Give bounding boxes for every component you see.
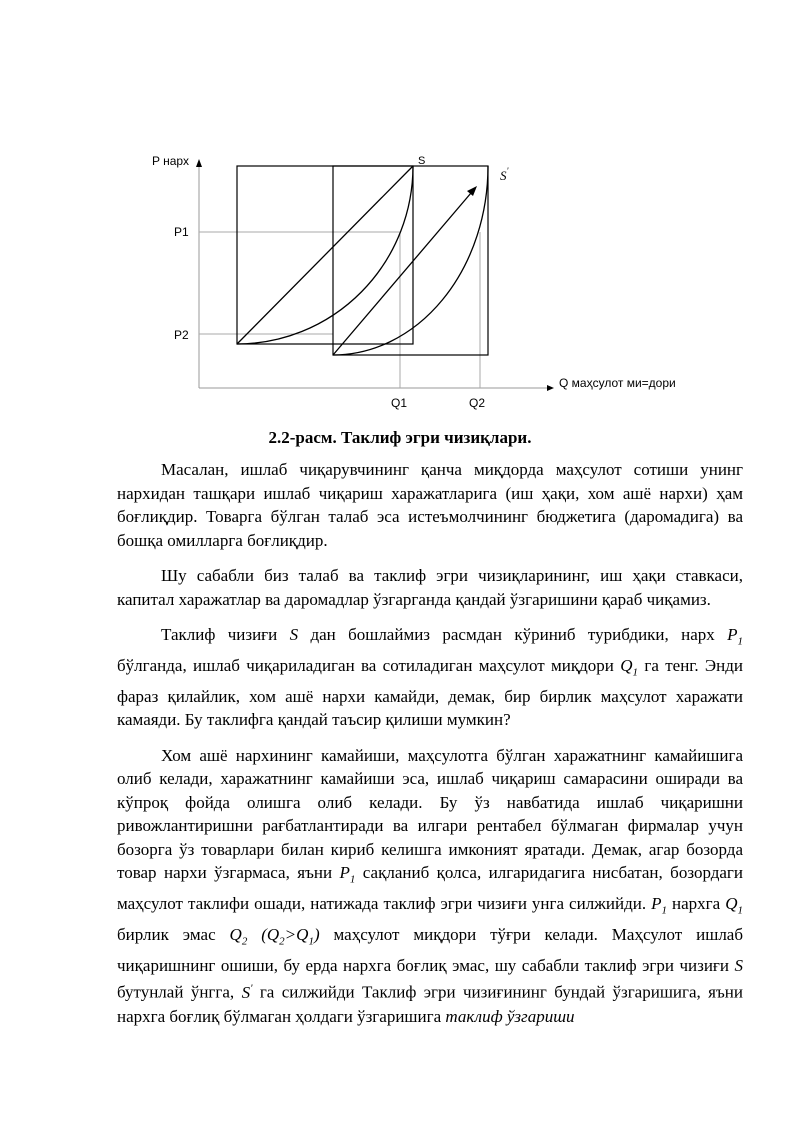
math-subscript: 1 [661, 904, 668, 917]
paragraph-3 [117, 623, 743, 732]
q2-label: Q2 [469, 396, 486, 410]
figure-caption: 2.2-расм. Таклиф эгри чизиқлари. [268, 428, 532, 447]
math-subscript: 1 [349, 873, 356, 886]
math-p1-b [651, 894, 668, 917]
supply-line-s [237, 166, 413, 344]
paragraph-4 [117, 744, 743, 1028]
math-subscript: 2 [241, 935, 248, 948]
math-q1-b [725, 894, 743, 917]
math-s-prime [242, 983, 253, 1002]
math-p1 [339, 863, 356, 886]
text-run: нархга [667, 894, 726, 914]
supply-curve-figure [0, 0, 800, 420]
math-q1 [620, 655, 639, 679]
math-letter: Q [725, 894, 738, 914]
p2-label: P2 [174, 328, 189, 342]
shift-arrow-head [467, 186, 477, 196]
x-axis-label: Q маҳсулот ми=дори [559, 376, 676, 390]
p1-label: P1 [174, 225, 189, 239]
y-axis-label: P нарх [152, 154, 189, 168]
text-run: дан бошлаймиз расмдан кўриниб турибдики, нарх [298, 625, 728, 644]
y-axis-arrow [196, 159, 202, 167]
math-letter: P [339, 863, 350, 883]
s-curve-label: S [418, 155, 426, 167]
text-run: бўлганда, ишлаб чиқариладиган ва сотиладиган маҳсулот миқдори [117, 655, 621, 675]
text-run: га тенг. Энди фараз қилайлик, хом ашё нархи камайди, демак, бир бирлик маҳсулот харажати камаяди. Бу таклифга қандай таъсир қилиши мумкин? [117, 655, 743, 730]
math-s: S [289, 625, 299, 644]
math-letter: P [651, 894, 662, 914]
s-prime-curve-label [500, 166, 510, 183]
math-letter: Q [620, 655, 633, 675]
math-s: S [734, 955, 743, 975]
q1-label: Q1 [391, 396, 408, 410]
math-subscript: 2 [279, 935, 285, 948]
math-letter: Q [296, 925, 309, 945]
math-q2 [229, 925, 248, 948]
body-text [117, 458, 743, 1040]
math-p1 [727, 625, 743, 648]
math-prime: ' [250, 982, 253, 995]
supply-line-s-prime [333, 193, 471, 355]
x-axis-arrow [547, 385, 554, 391]
paragraph-2: Шу сабабли биз талаб ва таклиф эгри чизиқларининг, иш ҳақи ставкаси, капитал харажатлар ва даромадлар ўзгарганда қандай ўзгаришини қараб чиқамиз. [117, 566, 743, 609]
math-paren: ( [247, 925, 267, 945]
math-paren: ) [313, 925, 320, 945]
math-subscript: 1 [632, 666, 639, 679]
paragraph-1: Масалан, ишлаб чиқарувчининг қанча миқдорда маҳсулот сотиши унинг нархидан ташқари ишлаб чиқариш харажатларига (иш ҳақи, хом ашё нархи) ҳам боғлиқдир. Товарга бўлган талаб эса истеъмолчининг бюджетига (даромадига) ва бошқа омилларга боғлиқдир. [117, 460, 743, 550]
text-run: га силжийди Таклиф эгри чизиғининг бундай ўзгаришига, яъни нархга боғлиқ бўлмаган ҳолдаги ўзгаришига [117, 983, 743, 1026]
math-inequality [247, 925, 320, 948]
math-subscript: 1 [737, 904, 743, 917]
s-prime-letter: S [500, 168, 507, 183]
math-gt: > [284, 925, 297, 945]
math-letter: P [727, 625, 738, 644]
text-run: бирлик эмас [117, 925, 230, 945]
math-subscript: 1 [737, 635, 743, 648]
math-subscript: 1 [308, 935, 314, 948]
math-letter: Q [229, 925, 242, 945]
text-run: Таклиф чизиғи [161, 625, 290, 644]
text-run: маҳсулот миқдори тўғри келади. Маҳсулот ишлаб чиқаришнинг ошиши, бу ерда нархга боғлиқ эмас, шу сабабли таклиф эгри чизиғи [117, 925, 743, 975]
s-prime-mark: ' [506, 166, 509, 176]
text-run: бутунлай ўнгга, [117, 983, 242, 1003]
math-letter: Q [266, 925, 280, 945]
text-run: сақланиб қолса, илгаридагига нисбатан, бозордаги маҳсулот таклифи ошади, натижада таклиф эгри чизиғи унга силжийди. [117, 863, 743, 914]
text-run: Хом ашё нархининг камайиши, маҳсулотга бўлган харажатнинг камайишига олиб келади, харажатнинг камайиши эса, ишлаб чиқариш самарасини оширади ва кўпроқ фойда олишга олиб келади. Бу ўз навбатида ишлаб чиқаришни ривожлантиришни рағбатлантиради ва илгари рентабел бўлмаган фирмалар учун бозорга ўз товарлари билан кириб келишга имконият яратади. Демак, агар бозорда товар нархи ўзгармаса, яъни [117, 745, 743, 883]
emphasis-term: таклиф ўзгариши [445, 1006, 575, 1026]
math-letter: S [241, 983, 251, 1003]
